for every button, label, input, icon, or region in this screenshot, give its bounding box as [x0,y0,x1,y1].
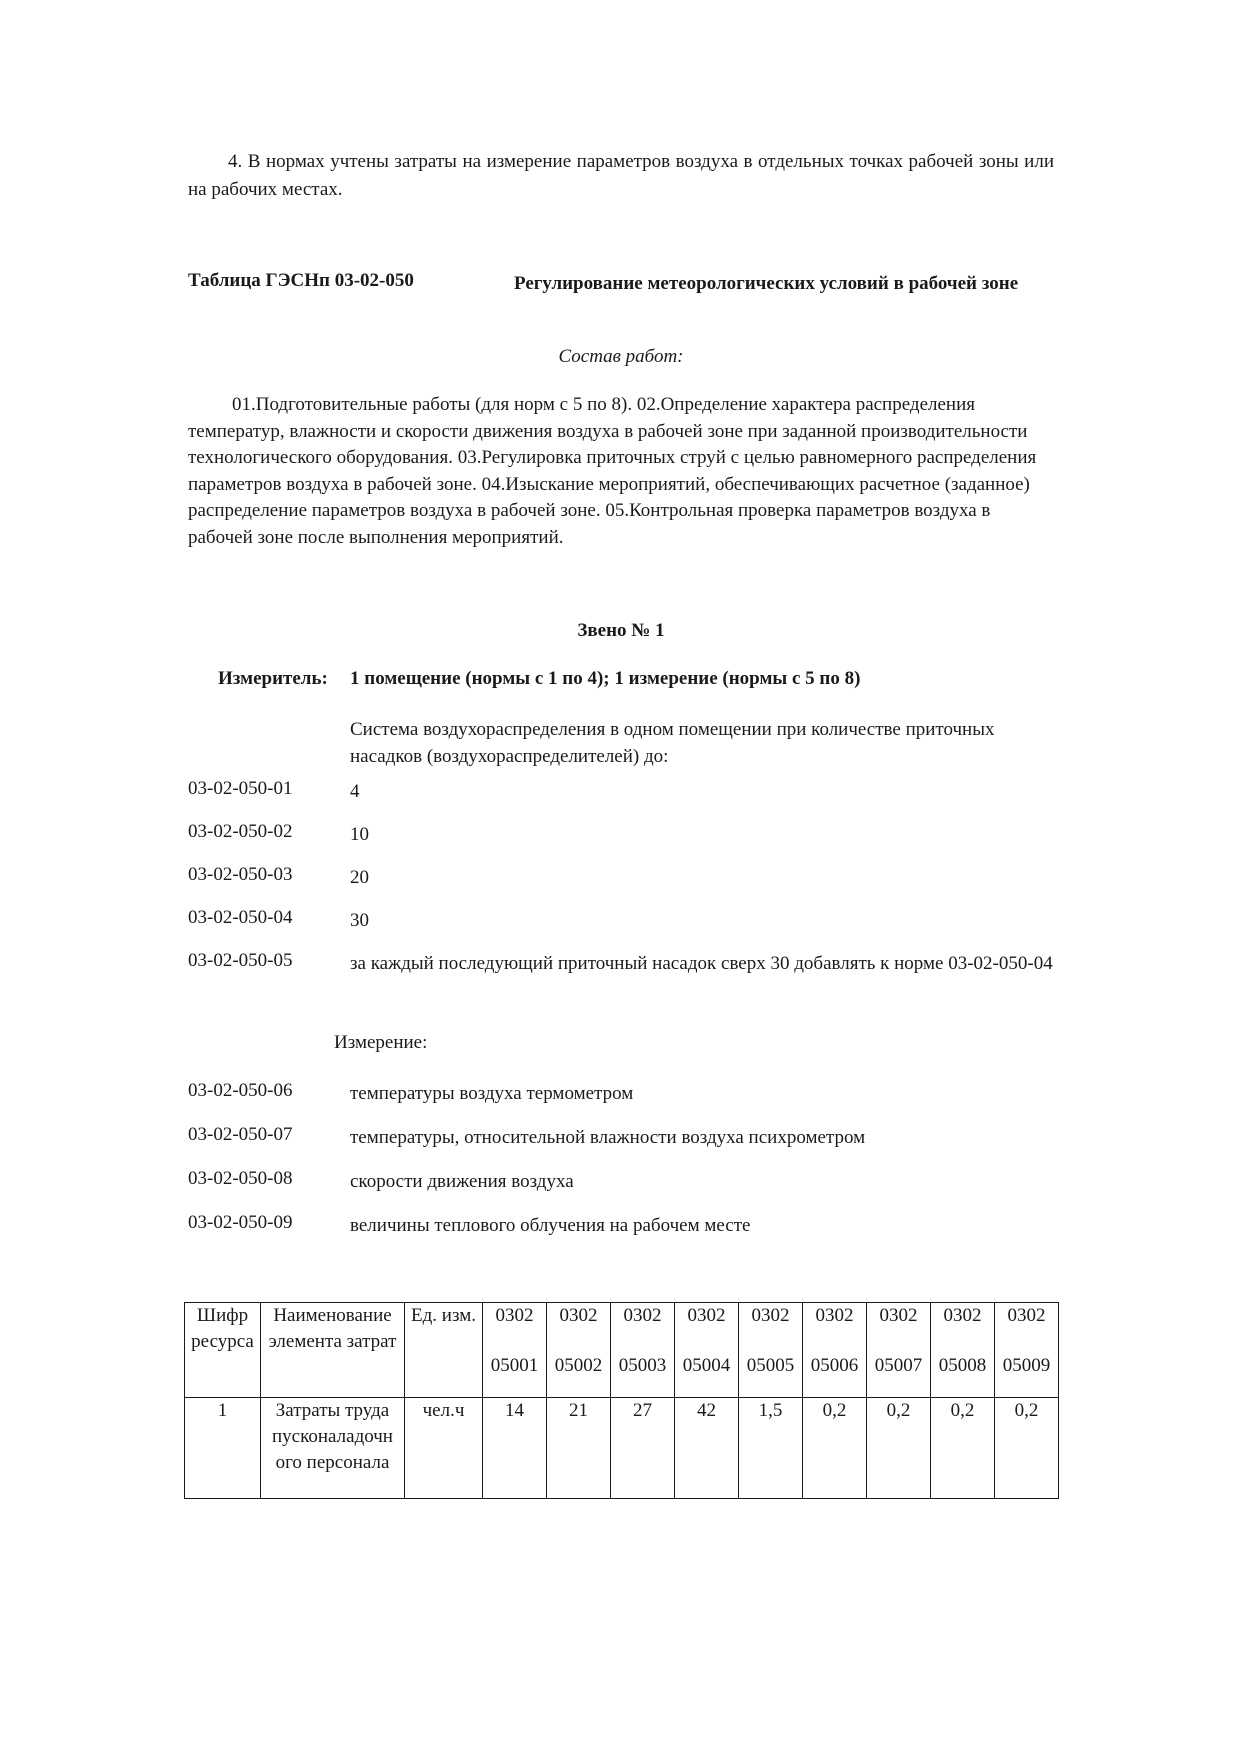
header-unit: Ед. изм. [405,1303,483,1398]
norm-code: 03-02-050-04 [188,907,293,928]
norm-value: 21 [547,1398,611,1499]
header-norm: 0302 05005 [739,1303,803,1398]
table-header-row [185,1303,1059,1398]
norm-value: 1,5 [739,1398,803,1499]
norm-code: 03-02-050-07 [188,1124,293,1145]
norm-description: 10 [350,824,369,845]
norm-code: 03-02-050-02 [188,821,293,842]
header-norm: 0302 05001 [483,1303,547,1398]
norm-code: 03-02-050-09 [188,1212,293,1233]
norm-code: 03-02-050-01 [188,778,293,799]
system-description: Система воздухораспределения в одном помещении при количестве приточных насадков (воздухораспределителей) до: [350,719,995,767]
table-title: Регулирование метеорологических условий в рабочей зоне [514,273,1019,294]
table-row [185,1398,1059,1499]
resource-code: 1 [185,1398,261,1499]
norm-value: 0,2 [803,1398,867,1499]
norm-value: 0,2 [867,1398,931,1499]
header-cost-element: Наименование элемента затрат [261,1303,405,1398]
norm-value: 0,2 [931,1398,995,1499]
header-resource-code: Шифр ресурса [185,1303,261,1398]
norm-description: 4 [350,781,360,802]
header-norm: 0302 05009 [995,1303,1059,1398]
norm-description: за каждый последующий приточный насадок сверх 30 добавлять к норме 03-02-050-04 [350,953,1053,974]
header-norm: 0302 05002 [547,1303,611,1398]
norm-description: 30 [350,910,369,931]
norm-description: величины теплового облучения на рабочем месте [350,1215,751,1236]
header-norm: 0302 05006 [803,1303,867,1398]
meter-label: Измеритель: [218,668,328,689]
meter-value: 1 помещение (нормы с 1 по 4); 1 измерение (нормы с 5 по 8) [350,668,861,689]
norm-value: 42 [675,1398,739,1499]
norm-value: 14 [483,1398,547,1499]
header-norm: 0302 05008 [931,1303,995,1398]
norm-description: скорости движения воздуха [350,1171,574,1192]
crew-heading: Звено № 1 [577,620,665,641]
norm-code: 03-02-050-03 [188,864,293,885]
resource-table [184,1302,1059,1499]
norm-value: 0,2 [995,1398,1059,1499]
norm-value: 27 [611,1398,675,1499]
header-norm: 0302 05004 [675,1303,739,1398]
norm-code: 03-02-050-08 [188,1168,293,1189]
paragraph-4: 4. В нормах учтены затраты на измерение параметров воздуха в отдельных точках рабочей зоны или на рабочих местах. [188,151,1054,200]
measurement-heading: Измерение: [334,1032,428,1053]
norm-description: температуры, относительной влажности воздуха психрометром [350,1127,866,1148]
norm-code: 03-02-050-06 [188,1080,293,1101]
header-norm: 0302 05007 [867,1303,931,1398]
cost-element-name: Затраты труда пусконаладочн ого персонала [261,1398,405,1499]
norm-code: 03-02-050-05 [188,950,293,971]
table-id: Таблица ГЭСНп 03-02-050 [188,270,414,291]
composition-text: 01.Подготовительные работы (для норм с 5 по 8). 02.Определение характера распределения температур, влажности и скорости движения воздуха в рабочей зоне при заданной производительности технологического оборудования. 03.Регулировка приточных струй с целью равномерного распределения параметров воздуха в рабочей зоне. 04.Изыскание мероприятий, обеспечивающих расчетное (заданное) распределение параметров воздуха в рабочей зоне. 05.Контрольная проверка параметров воздуха в рабочей зоне после выполнения мероприятий. [188,394,1037,548]
unit: чел.ч [405,1398,483,1499]
norm-description: 20 [350,867,369,888]
header-norm: 0302 05003 [611,1303,675,1398]
composition-heading: Состав работ: [558,346,684,367]
norm-description: температуры воздуха термометром [350,1083,634,1104]
